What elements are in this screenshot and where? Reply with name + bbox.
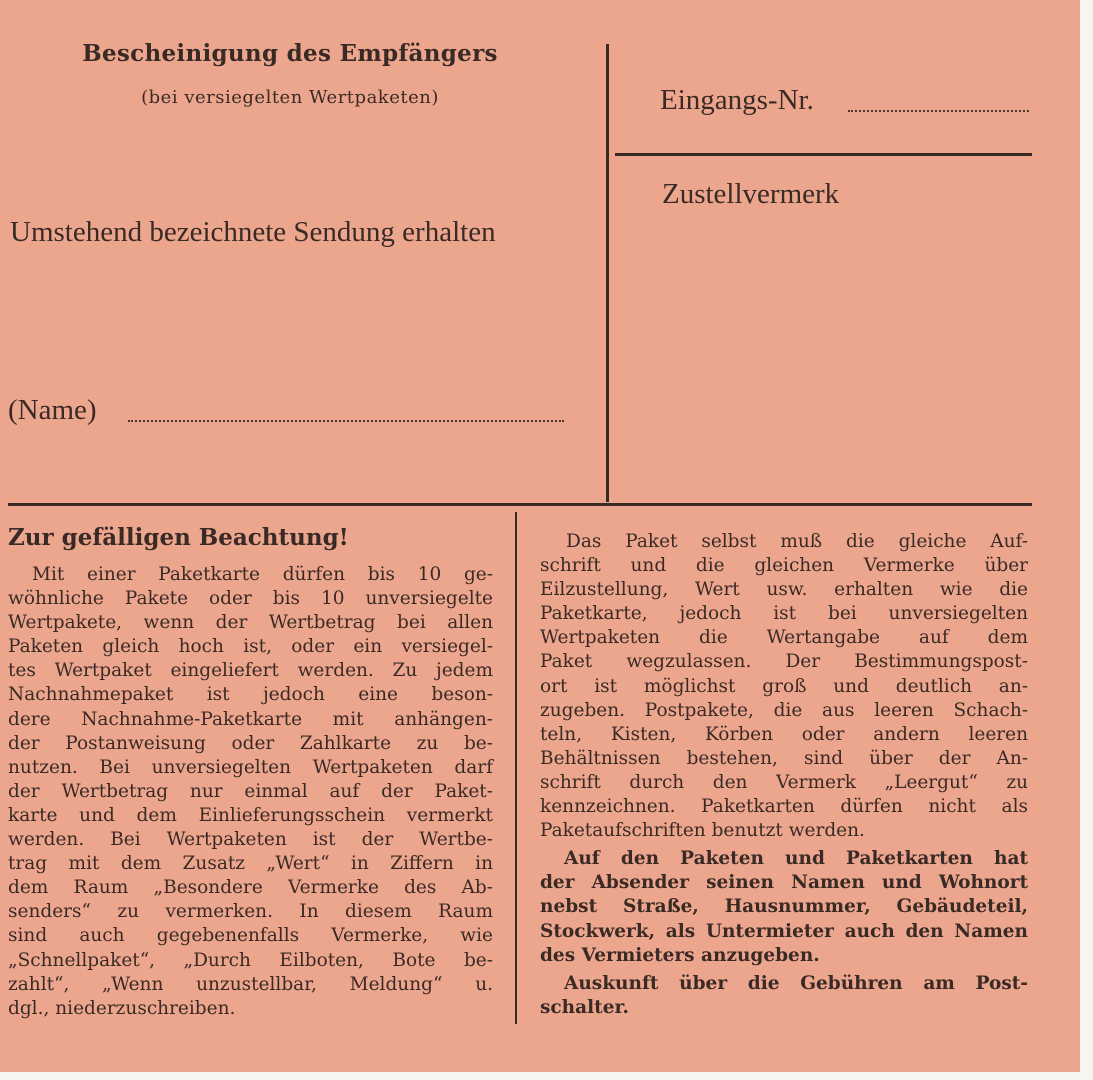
notice-line: Eilzustellung, Wert usw. erhalten wie die: [540, 579, 1028, 601]
notice-line: trag mit dem Zusatz „Wert“ in Ziffern in: [8, 853, 493, 875]
notice-left-paragraph: [8, 563, 493, 1021]
entry-number-label: Eingangs-Nr.: [660, 84, 814, 116]
notice-line: Paketkarte, jedoch ist bei unversiegelten: [540, 603, 1028, 625]
notice-line: wöhnliche Pakete oder bis 10 unversiegelte: [8, 588, 493, 610]
notice-right-paragraph-2: [540, 847, 1028, 967]
horizontal-divider-side-box: [615, 153, 1032, 156]
delivery-note-area[interactable]: [615, 220, 1032, 500]
entry-number-field[interactable]: [848, 110, 1029, 112]
notice-line: ort ist möglichst groß und deutlich an-: [540, 675, 1028, 697]
notice-line: tes Wertpaket eingeliefert werden. Zu jedem: [8, 660, 493, 682]
vertical-divider-top: [606, 44, 609, 502]
notice-line: der Postanweisung oder Zahlkarte zu be-: [8, 732, 493, 754]
notice-right-paragraph-3: [540, 972, 1028, 1020]
notice-line: Nachnahmepaket ist jedoch eine beson-: [8, 684, 493, 706]
notice-line: Wertpakete, wenn der Wertbetrag bei allen: [8, 612, 493, 634]
notice-line: Auf den Paketen und Paketkarten hat: [564, 848, 1028, 870]
notice-line: Paket wegzulassen. Der Bestimmungspost-: [540, 651, 1028, 673]
received-statement: Umstehend bezeichnete Sendung erhalten: [10, 216, 496, 248]
notice-line: Stockwerk, als Untermieter auch den Namen: [540, 920, 1028, 942]
notice-line: kennzeichnen. Paketkarten dürfen nicht als: [540, 796, 1028, 818]
notice-line: dem Raum „Besondere Vermerke des Ab-: [8, 877, 493, 899]
certificate-subtitle: (bei versiegelten Wertpaketen): [141, 87, 439, 108]
notice-line: zugeben. Postpakete, die aus leeren Schach-: [540, 699, 1028, 721]
notice-line: des Vermieters anzugeben.: [540, 944, 820, 966]
name-label: (Name): [8, 394, 97, 426]
notice-line: der Wertbetrag nur einmal auf der Paket-: [8, 780, 493, 802]
notice-line: Wertpaketen die Wertangabe auf dem: [540, 627, 1028, 649]
notice-line: dere Nachnahme-Paketkarte mit anhängen-: [8, 708, 493, 730]
notice-line: Mit einer Paketkarte dürfen bis 10 ge-: [32, 564, 493, 585]
notice-line: schalter.: [540, 996, 629, 1018]
notice-line: dgl., niederzuschreiben.: [8, 997, 236, 1019]
notice-line: schrift durch den Vermerk „Leergut“ zu: [540, 771, 1028, 793]
notice-heading: Zur gefälligen Beachtung!: [8, 524, 349, 551]
horizontal-divider-main: [8, 503, 1032, 506]
notice-line: werden. Bei Wertpaketen ist der Wertbe-: [8, 829, 493, 851]
notice-line: schrift und die gleichen Vermerke über: [540, 555, 1028, 577]
notice-line: zahlt“, „Wenn unzustellbar, Meldung“ u.: [8, 973, 493, 995]
notice-right-paragraph-1: [540, 530, 1028, 843]
notice-line: Auskunft über die Gebühren am Post-: [564, 972, 1028, 994]
notice-line: nutzen. Bei unversiegelten Wertpaketen darf: [8, 756, 493, 778]
notice-right-column: [540, 530, 1028, 1020]
vertical-divider-bottom: [515, 512, 517, 1024]
notice-line: teln, Kisten, Körben oder andern leeren: [540, 723, 1028, 745]
notice-line: der Absender seinen Namen und Wohnort: [540, 872, 1028, 894]
delivery-note-label: Zustellvermerk: [662, 178, 840, 210]
notice-left-column: [8, 563, 493, 1021]
notice-line: „Schnellpaket“, „Durch Eilboten, Bote be-: [8, 949, 493, 971]
notice-line: senders“ zu vermerken. In diesem Raum: [8, 901, 493, 923]
notice-line: sind auch gegebenenfalls Vermerke, wie: [8, 925, 493, 947]
certificate-title: Bescheinigung des Empfängers: [82, 40, 498, 67]
name-signature-line[interactable]: [128, 420, 564, 422]
notice-line: Das Paket selbst muß die gleiche Auf-: [566, 531, 1028, 552]
notice-line: Paketaufschriften benutzt werden.: [540, 820, 865, 842]
notice-line: Paketen gleich hoch ist, oder ein versiegel-: [8, 636, 493, 658]
notice-line: karte und dem Einlieferungsschein vermerkt: [8, 804, 493, 826]
notice-line: nebst Straße, Hausnummer, Gebäudeteil,: [540, 896, 1028, 918]
notice-line: Behältnissen bestehen, sind über der An-: [540, 747, 1028, 769]
